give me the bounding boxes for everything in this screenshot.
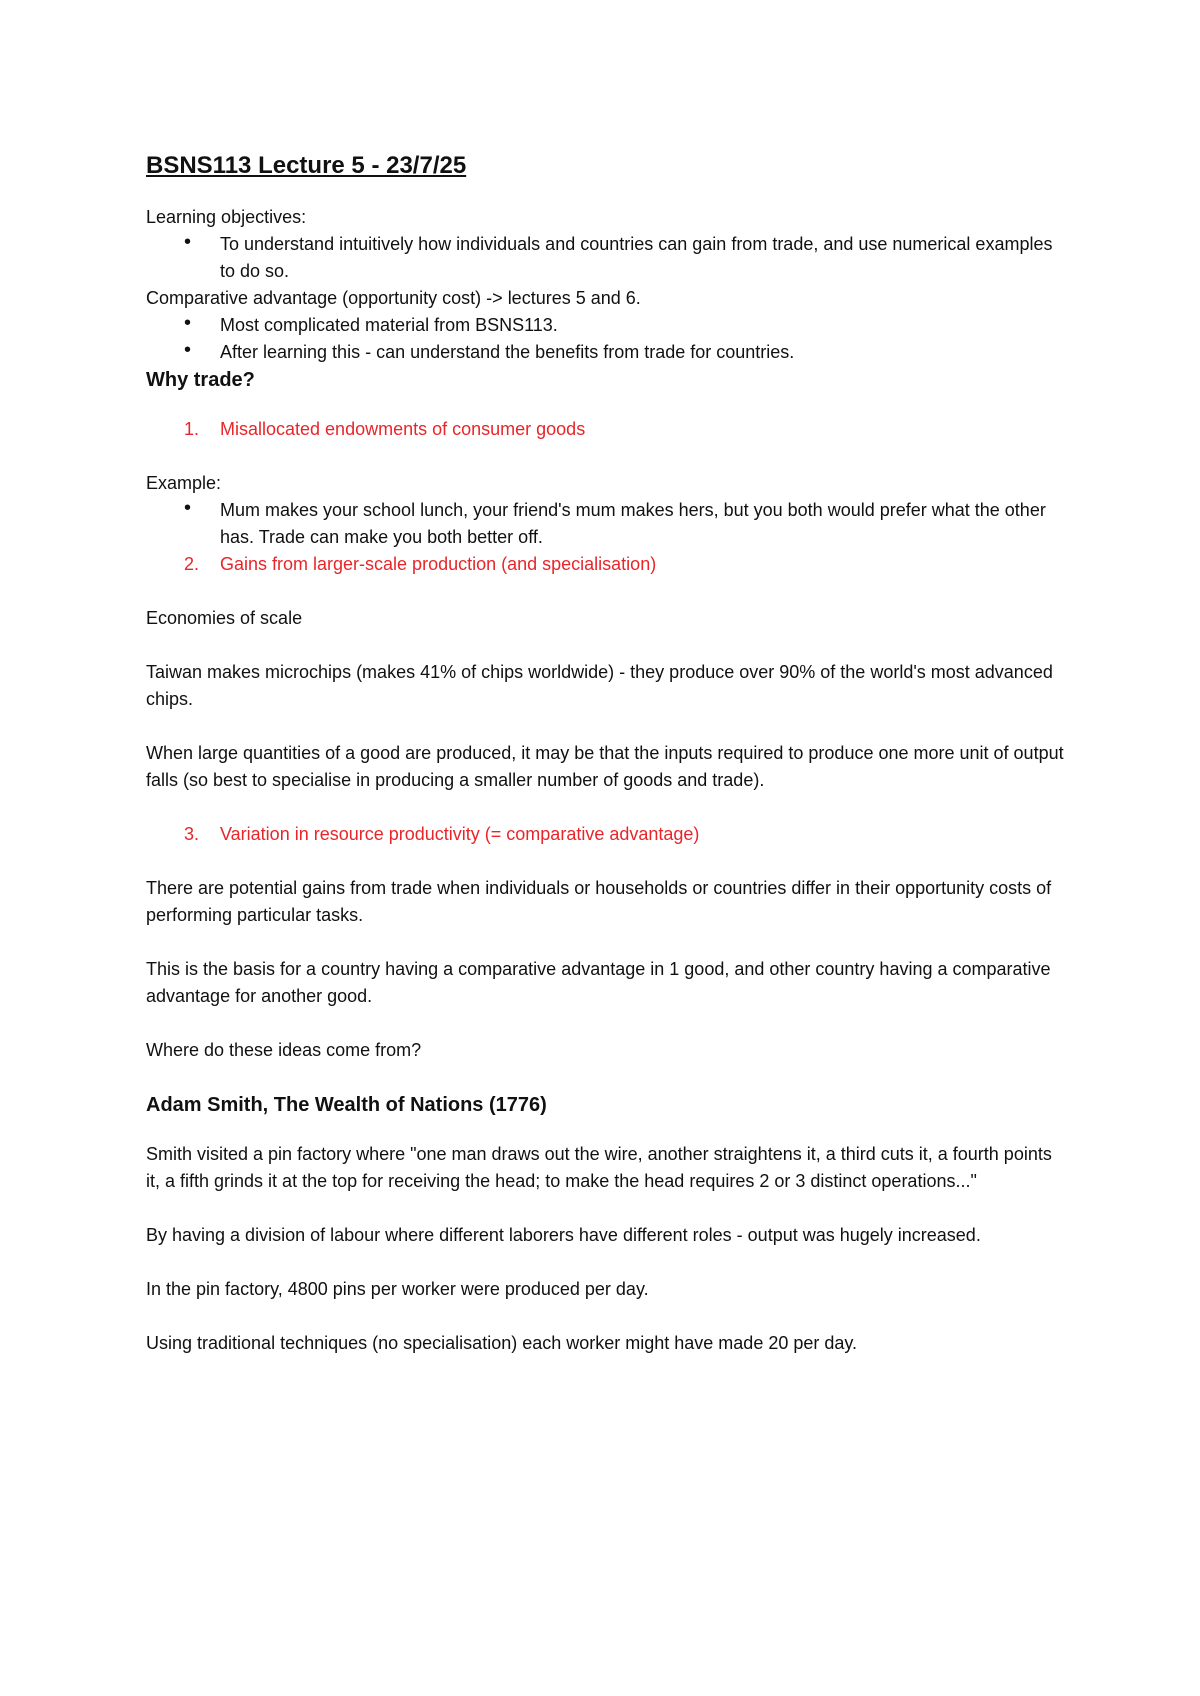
potential-gains-paragraph: There are potential gains from trade when individuals or households or countries differ in their opportunity costs of performing particular tasks. <box>146 878 1052 925</box>
list-item: • Most complicated material from BSNS113. <box>146 312 1066 339</box>
reason-1-text: Misallocated endowments of consumer goods <box>220 419 586 439</box>
page-title: BSNS113 Lecture 5 - 23/7/25 <box>146 152 467 179</box>
example-label: Example: <box>146 473 222 493</box>
economies-of-scale: Economies of scale <box>146 608 303 628</box>
reason-1-number: 1. <box>184 419 200 439</box>
division-of-labour-paragraph: By having a division of labour where different laborers have different roles - output was hugely increased. <box>146 1225 981 1245</box>
list-item: • After learning this - can understand the benefits from trade for countries. <box>146 339 1066 366</box>
large-quantities-paragraph: When large quantities of a good are produced, it may be that the inputs required to produce one more unit of output falls (so best to specialise in producing a smaller number of goods and trade). <box>146 743 1064 790</box>
where-question: Where do these ideas come from? <box>146 1040 422 1060</box>
pins-per-worker-paragraph: In the pin factory, 4800 pins per worker were produced per day. <box>146 1279 649 1299</box>
reason-1 <box>146 416 1066 443</box>
traditional-techniques-paragraph: Using traditional techniques (no specialisation) each worker might have made 20 per day. <box>146 1333 858 1353</box>
list-item: • Mum makes your school lunch, your friend's mum makes hers, but you both would prefer what the other has. Trade can make you both better off. <box>146 497 1066 551</box>
learning-objectives-label: Learning objectives: <box>146 207 307 227</box>
adam-smith-heading: Adam Smith, The Wealth of Nations (1776) <box>146 1094 547 1116</box>
comparative-advantage-intro: Comparative advantage (opportunity cost) -> lectures 5 and 6. <box>146 288 641 308</box>
reason-2-number: 2. <box>184 554 200 574</box>
pin-factory-paragraph: Smith visited a pin factory where "one man draws out the wire, another straightens it, a third cuts it, a fourth points it, a fifth grinds it at the top for receiving the head; to make the head requires 2 or 3 distinct operations..." <box>146 1144 1052 1191</box>
why-trade-heading: Why trade? <box>146 369 255 391</box>
taiwan-paragraph: Taiwan makes microchips (makes 41% of chips worldwide) - they produce over 90% of the world's most advanced chips. <box>146 662 1053 709</box>
document-body <box>146 150 1066 1357</box>
basis-paragraph: This is the basis for a country having a comparative advantage in 1 good, and other country having a comparative advantage for another good. <box>146 959 1051 1006</box>
reason-2-text: Gains from larger-scale production (and specialisation) <box>220 554 657 574</box>
list-item: • To understand intuitively how individuals and countries can gain from trade, and use numerical examples to do so. <box>146 231 1066 285</box>
reason-3-number: 3. <box>184 824 200 844</box>
learning-objectives-list <box>146 231 1066 285</box>
reason-3-text: Variation in resource productivity (= comparative advantage) <box>220 824 700 844</box>
reason-3 <box>146 821 1066 848</box>
example-list <box>146 497 1066 551</box>
reason-2 <box>146 551 1066 578</box>
comparative-advantage-list <box>146 312 1066 366</box>
